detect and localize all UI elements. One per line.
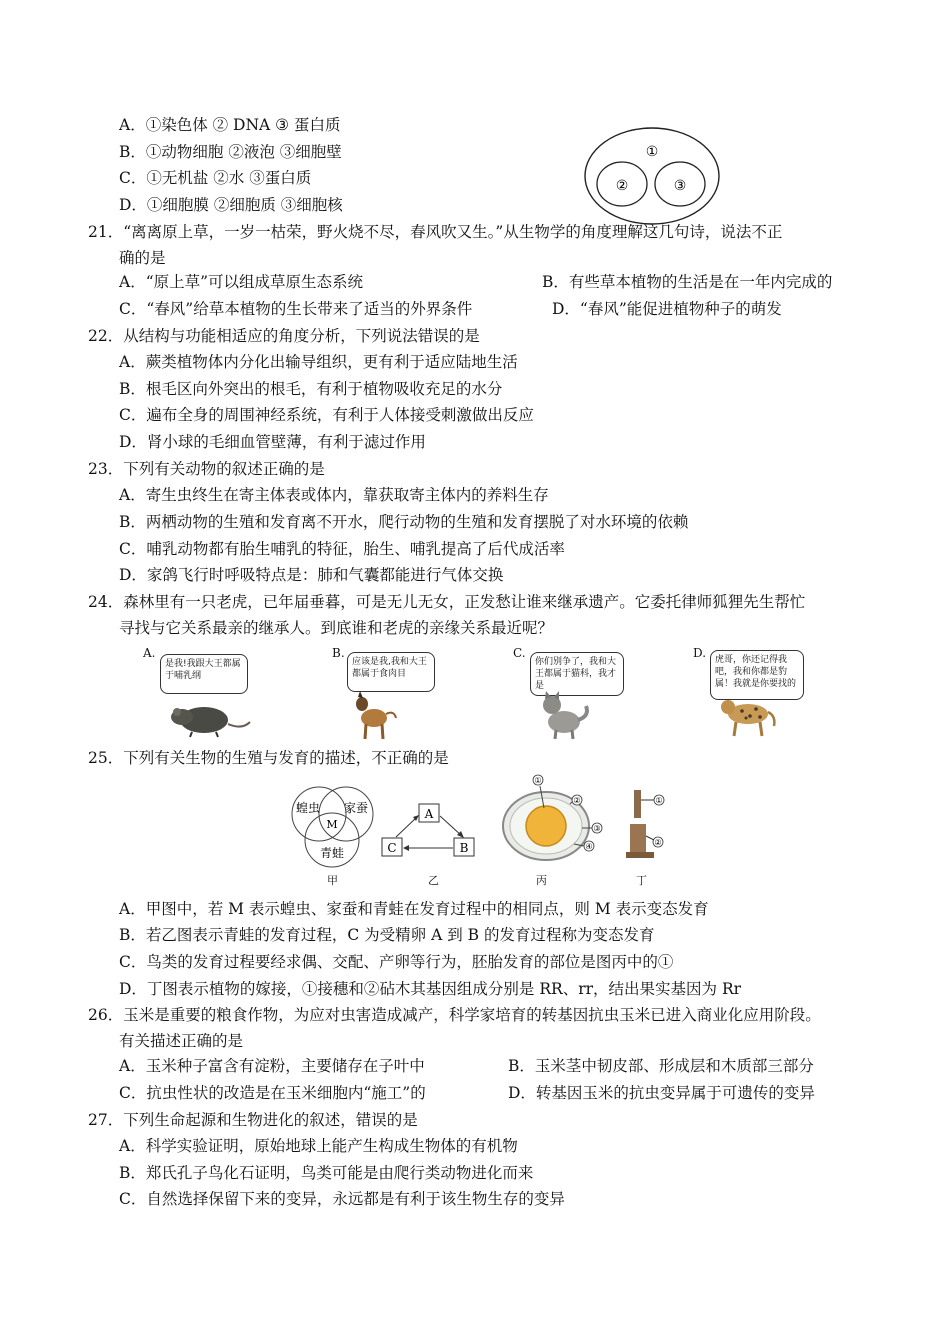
q26-option-d: D．转基因玉米的抗虫变异属于可遗传的变异 (508, 1084, 815, 1102)
q24-panel-c-label: C. (513, 646, 526, 660)
circle-label-1: ① (645, 144, 659, 160)
q21-option-c: C．“春风”给草本植物的生长带来了适当的外界条件 (119, 300, 473, 318)
egg-mark-4: ④ (585, 842, 593, 851)
cycle-box-a: A (424, 807, 434, 821)
venn-label-locust: 蝗虫 (295, 801, 321, 815)
q23-option-a: A．寄生虫终生在寄主体表或体内，靠获取寄主体内的养料生存 (119, 486, 549, 504)
q22-option-a: A．蕨类植物体内分化出输导组织，更有利于适应陆地生活 (119, 353, 518, 371)
leopard-icon (716, 694, 778, 738)
egg-mark-2: ② (573, 796, 581, 805)
egg-mark-1: ① (534, 776, 542, 785)
q26-stem: 26．玉米是重要的粮食作物，为应对虫害造成减产，科学家培育的转基因抗虫玉米已进入商业化应用阶段。 (88, 1006, 821, 1024)
q24-panel-d-speech: 虎哥，你还记得我吧，我和你都是豹属！我就是你要找的 (710, 650, 804, 700)
circle-label-2: ② (615, 178, 629, 194)
caption-bing: 丙 (536, 874, 547, 887)
development-cycle-diagram (378, 800, 488, 864)
venn-label-m: M (326, 818, 338, 831)
q25-option-d: D．丁图表示植物的嫁接，①接穗和②砧木其基因组成分别是 RR、rr，结出果实基因为 Rr (119, 980, 742, 998)
nested-circles-diagram (584, 126, 724, 226)
q21-option-b: B．有些草本植物的生活是在一年内完成的 (542, 273, 833, 291)
q25-option-a: A．甲图中，若 M 表示蝗虫、家蚕和青蛙在发育过程中的相同点，则 M 表示变态发育 (119, 900, 709, 918)
q25-option-b: B．若乙图表示青蛙的发育过程，C 为受精卵 A 到 B 的发育过程称为变态发育 (119, 926, 655, 944)
cat-icon (536, 690, 592, 740)
q20-option-a: A．①染色体 ② DNA ③ 蛋白质 (119, 116, 341, 134)
q20-option-d: D．①细胞膜 ②细胞质 ③细胞核 (119, 196, 343, 214)
q22-option-c: C．遍布全身的周围神经系统，有利于人体接受刺激做出反应 (119, 406, 534, 424)
q24-panel-a-label: A. (143, 646, 156, 660)
q23-option-c: C．哺乳动物都有胎生哺乳的特征，胎生、哺乳提高了后代成活率 (119, 540, 565, 558)
q23-option-b: B．两栖动物的生殖和发育离不开水，爬行动物的生殖和发育摆脱了对水环境的依赖 (119, 513, 689, 531)
q24-panel-b-speech: 应该是我,我和大王都属于食肉目 (347, 652, 435, 692)
q27-stem: 27．下列生命起源和生物进化的叙述，错误的是 (88, 1111, 418, 1129)
egg-mark-3: ③ (593, 824, 601, 833)
bird-egg-diagram (500, 772, 610, 872)
q25-option-c: C．鸟类的发育过程要经求偶、交配、产卵等行为，胚胎发育的部位是图丙中的① (119, 953, 674, 971)
q25-stem: 25．下列有关生物的生殖与发育的描述，不正确的是 (88, 749, 449, 767)
q26-option-c: C．抗虫性状的改造是在玉米细胞内“施工”的 (119, 1084, 426, 1102)
caption-jia: 甲 (327, 874, 338, 887)
q23-option-d: D．家鸽飞行时呼吸特点是：肺和气囊都能进行气体交换 (119, 566, 504, 584)
caption-yi: 乙 (428, 874, 439, 887)
q21-stem: 21．“离离原上草，一岁一枯荣，野火烧不尽，春风吹又生。”从生物学的角度理解这几句诗，说法不正 (88, 223, 783, 241)
dog-icon (350, 694, 400, 740)
q26-option-a: A．玉米种子富含有淀粉，主要储存在子叶中 (119, 1057, 425, 1075)
venn-label-silkworm: 家蚕 (343, 801, 369, 815)
q21-stem-cont: 确的是 (119, 249, 166, 267)
q24-stem: 24．森林里有一只老虎，已年届垂暮，可是无儿无女，正发愁让谁来继承遗产。它委托律师狐狸先生帮忙 (88, 593, 806, 611)
q21-option-d: D．“春风”能促进植物种子的萌发 (552, 300, 782, 318)
q24-panel-d-label: D. (693, 646, 707, 660)
q24-stem-cont: 寻找与它关系最亲的继承人。到底谁和老虎的亲缘关系最近呢？ (119, 619, 554, 637)
grafting-diagram (618, 786, 678, 862)
circle-label-3: ③ (673, 178, 687, 194)
q23-stem: 23．下列有关动物的叙述正确的是 (88, 460, 325, 478)
q24-panel-c-speech: 你们别争了，我和大王都属于猫科，我才是 (530, 652, 624, 696)
q20-option-b: B．①动物细胞 ②液泡 ③细胞壁 (119, 143, 342, 161)
q27-option-c: C．自然选择保留下来的变异，永远都是有利于该生物生存的变异 (119, 1190, 565, 1208)
rat-icon (160, 700, 250, 738)
graft-mark-1: ① (655, 796, 663, 805)
q27-option-a: A．科学实验证明，原始地球上能产生构成生物体的有机物 (119, 1137, 518, 1155)
q26-option-b: B．玉米茎中韧皮部、形成层和木质部三部分 (508, 1057, 814, 1075)
q24-panel-b-label: B. (332, 646, 345, 660)
q21-option-a: A．“原上草”可以组成草原生态系统 (119, 273, 364, 291)
q22-option-d: D．肾小球的毛细血管壁薄，有利于滤过作用 (119, 433, 426, 451)
caption-ding: 丁 (636, 874, 647, 887)
venn-diagram (288, 784, 378, 874)
cycle-box-b: B (459, 841, 469, 855)
q22-stem: 22．从结构与功能相适应的角度分析，下列说法错误的是 (88, 327, 480, 345)
q20-option-c: C．①无机盐 ②水 ③蛋白质 (119, 169, 312, 187)
graft-mark-2: ② (654, 838, 662, 847)
q26-stem-cont: 有关描述正确的是 (119, 1032, 244, 1050)
q27-option-b: B．郑氏孔子鸟化石证明，鸟类可能是由爬行类动物进化而来 (119, 1164, 534, 1182)
cycle-box-c: C (387, 841, 397, 855)
q24-panel-a-speech: 是我!我跟大王都属于哺乳纲 (160, 654, 248, 694)
venn-label-frog: 青蛙 (319, 846, 345, 860)
q22-option-b: B．根毛区向外突出的根毛，有利于植物吸收充足的水分 (119, 380, 503, 398)
